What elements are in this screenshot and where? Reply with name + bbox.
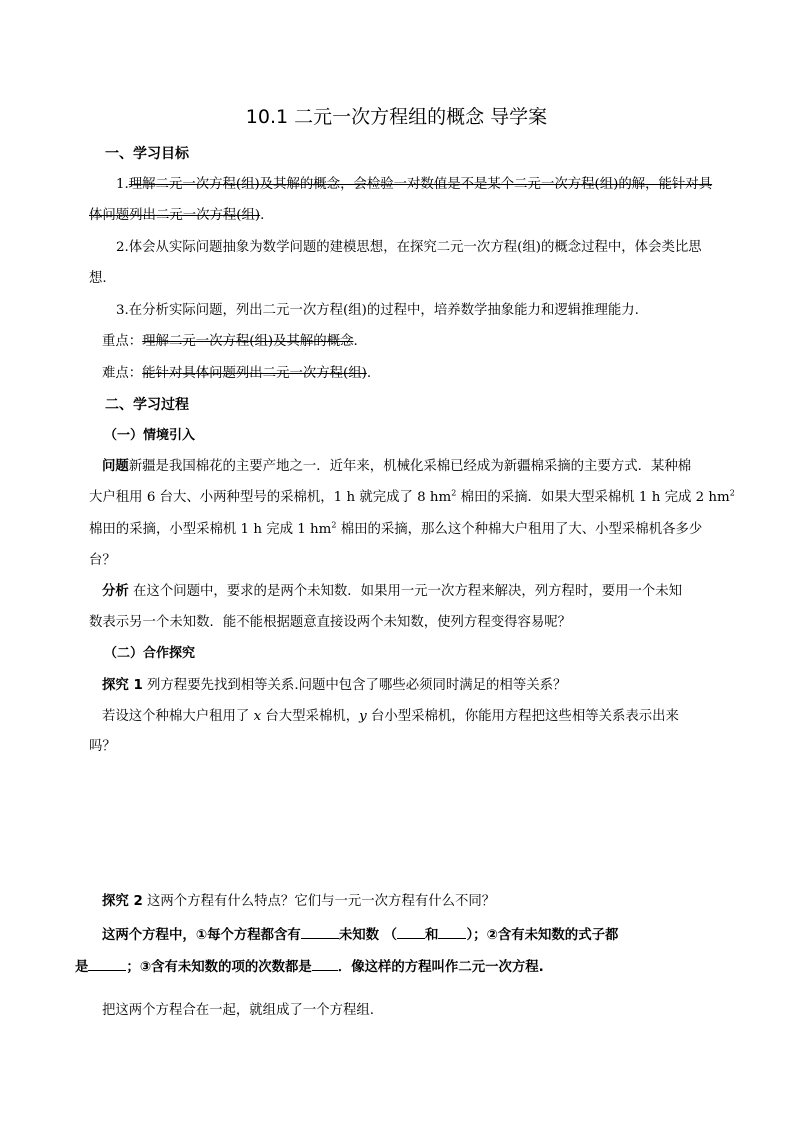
explore-1-question-a3: 台小型采棉机，你能用方程把这些相等关系表示出来 xyxy=(366,709,679,724)
problem-line-3 xyxy=(89,521,702,539)
fill-text-3: 和 xyxy=(425,928,439,943)
problem-line-1 xyxy=(102,458,691,476)
difficult-point-label: 难点： xyxy=(102,366,143,381)
explore-1-question-a1: 若设这个种棉大户租用了 xyxy=(102,709,254,724)
fill-text-7: ．像这样的方程叫作二元一次方程. xyxy=(337,960,544,975)
goal-1-text-a: 理解二元一次方程(组)及其解的概念，会检验一对数值是不是某个二元一次方程(组)的解，能针对具 xyxy=(128,177,713,192)
goal-1-line-2 xyxy=(89,207,264,225)
problem-line-4: 台？ xyxy=(89,553,116,568)
explore-1-question-line-1 xyxy=(102,708,679,726)
explore-2-label: 探究 2 xyxy=(102,894,143,909)
blank-degree[interactable] xyxy=(312,956,338,971)
explore-2-text: 这两个方程有什么特点？它们与一元一次方程有什么不同？ xyxy=(142,894,496,909)
analysis-label: 分析 xyxy=(102,584,129,599)
problem-text-b1: 大户租用 6 台大、小两种型号的采棉机，1 h 就完成了 8 hm xyxy=(89,490,452,505)
goal-1-number: 1. xyxy=(116,177,129,192)
explore-1-label: 探究 1 xyxy=(102,678,143,693)
problem-text-b2: 棉田的采摘．如果大型采棉机 1 h 完成 2 hm xyxy=(456,490,730,505)
analysis-line-2: 数表示另一个未知数．能不能根据题意直接设两个未知数，使列方程变得容易呢？ xyxy=(89,615,572,630)
superscript-2: 2 xyxy=(331,520,337,530)
fill-text-4: ）；②含有未知数的式子都 xyxy=(466,928,619,943)
page-title: 10.1 二元一次方程组的概念 导学案 xyxy=(245,106,548,128)
superscript-2: 2 xyxy=(729,488,735,498)
fill-in-line-1 xyxy=(102,924,618,945)
problem-text-c1: 棉田的采摘，小型采棉机 1 h 完成 1 hm xyxy=(89,522,332,537)
superscript-2: 2 xyxy=(451,488,457,498)
key-point xyxy=(102,333,358,351)
goal-3: 3.在分析实际问题，列出二元一次方程(组)的过程中，培养数学抽象能力和逻辑推理能力. xyxy=(116,303,639,318)
goal-1-line-1 xyxy=(116,176,712,194)
fill-text-1: 这两个方程中，①每个方程都含有 xyxy=(102,928,301,943)
section-heading-goals: 一、学习目标 xyxy=(105,146,189,162)
goal-1-text-b: 体问题列出二元一次方程(组) xyxy=(89,208,261,223)
explore-1-question-line-2: 吗？ xyxy=(89,739,116,754)
problem-label: 问题 xyxy=(102,459,129,474)
difficult-point-text: 能针对具体问题列出二元一次方程(组) xyxy=(142,366,367,381)
difficult-point-period: . xyxy=(366,366,372,381)
blank-expression-type[interactable] xyxy=(88,956,126,971)
key-point-text: 理解二元一次方程(组)及其解的概念 xyxy=(142,334,354,349)
problem-text-c2: 棉田的采摘，那么这个种棉大户租用了大、小型采棉机各多少 xyxy=(336,522,703,537)
blank-unknown-1[interactable] xyxy=(397,924,425,939)
fill-text-2: 未知数 （ xyxy=(338,928,398,943)
closing-sentence: 把这两个方程合在一起，就组成了一个方程组. xyxy=(102,1003,375,1018)
subsection-heading-explore: （二）合作探究 xyxy=(104,646,196,661)
fill-text-6: ；③含有未知数的项的次数都是 xyxy=(126,960,312,975)
variable-x: x xyxy=(253,709,262,724)
goal-2-line-1: 2.体会从实际问题抽象为数学问题的建模思想，在探究二元一次方程(组)的概念过程中，体会类比思 xyxy=(116,240,702,255)
explore-2 xyxy=(102,893,495,911)
blank-unknown-2[interactable] xyxy=(438,924,466,939)
analysis-line-1 xyxy=(102,583,682,601)
blank-unknown-count[interactable] xyxy=(301,924,339,939)
explore-1-text: 列方程要先找到相等关系.问题中包含了哪些必须同时满足的相等关系？ xyxy=(142,678,567,693)
difficult-point xyxy=(102,365,371,383)
problem-text-a: 新疆是我国棉花的主要产地之一．近年来，机械化采棉已经成为新疆棉采摘的主要方式．某种棉 xyxy=(128,459,692,474)
key-point-label: 重点： xyxy=(102,334,143,349)
key-point-period: . xyxy=(353,334,358,349)
variable-y: y xyxy=(359,709,367,724)
explore-1 xyxy=(102,677,566,695)
subsection-heading-intro: （一）情境引入 xyxy=(104,428,196,443)
fill-text-5: 是 xyxy=(75,960,89,975)
analysis-text-a: 在这个问题中，要求的是两个未知数．如果用一元一次方程来解决，列方程时，要用一个未知 xyxy=(128,584,683,599)
explore-1-question-a2: 台大型采棉机， xyxy=(261,709,360,724)
goal-1-period: . xyxy=(260,208,265,223)
goal-2-line-2: 想. xyxy=(89,271,107,286)
section-heading-process: 二、学习过程 xyxy=(105,397,189,413)
problem-line-2 xyxy=(89,489,735,507)
fill-in-line-2 xyxy=(75,956,544,977)
